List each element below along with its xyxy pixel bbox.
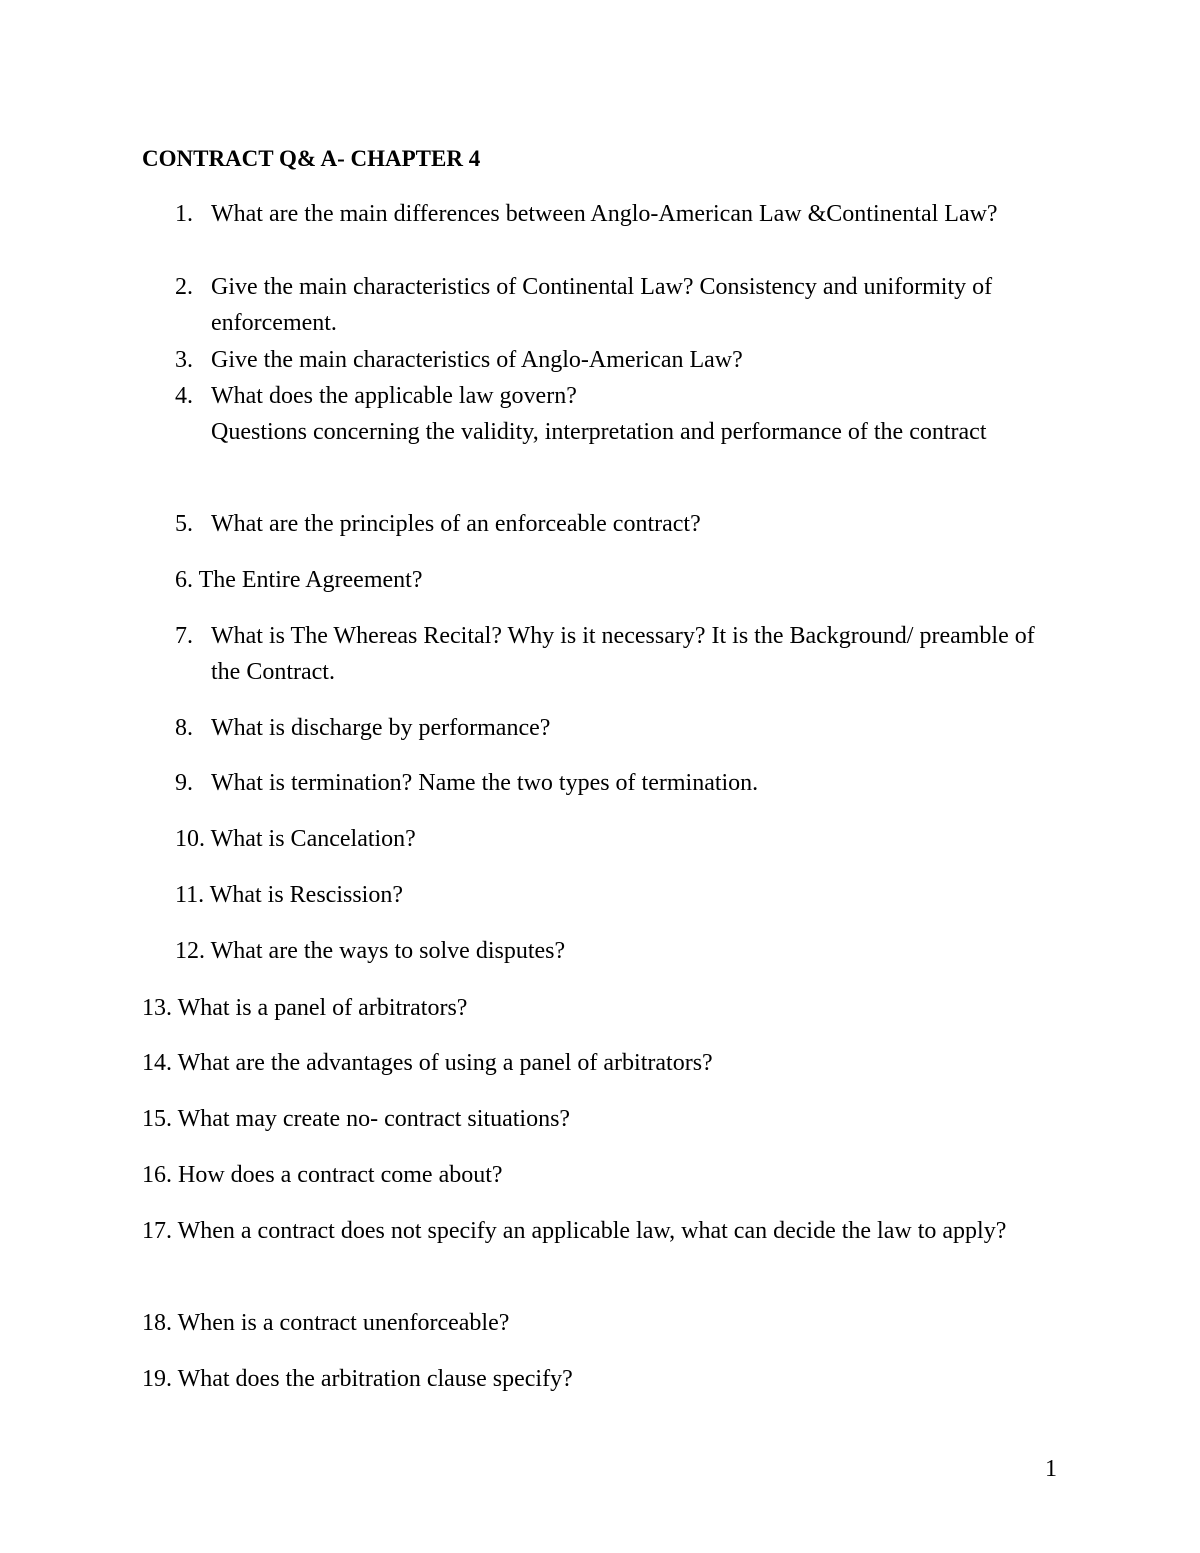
document-title: CONTRACT Q& A- CHAPTER 4 xyxy=(142,146,481,171)
list-item xyxy=(175,196,1055,232)
item-number: 2. xyxy=(175,274,193,300)
item-text: What are the advantages of using a panel of arbitrators? xyxy=(177,1050,713,1076)
item-number: 3. xyxy=(175,347,193,373)
item-number: 12. xyxy=(175,938,211,964)
item-number: 18. xyxy=(142,1310,178,1336)
list-item xyxy=(142,1101,1062,1137)
item-number: 19. xyxy=(142,1366,178,1392)
list-item xyxy=(142,1045,1062,1081)
item-text: How does a contract come about? xyxy=(178,1162,503,1188)
item-text: What does the arbitration clause specify? xyxy=(177,1366,573,1392)
item-number: 8. xyxy=(175,715,193,741)
item-text: What are the principles of an enforceable contract? xyxy=(211,511,701,537)
item-text: What may create no- contract situations? xyxy=(177,1106,571,1132)
list-item xyxy=(175,710,1055,746)
item-text: Give the main characteristics of Anglo-American Law? xyxy=(211,347,743,373)
list-item xyxy=(142,990,1062,1026)
list-item xyxy=(175,378,1055,450)
list-item xyxy=(175,562,1055,598)
item-text: What is a panel of arbitrators? xyxy=(177,995,468,1021)
item-number: 5. xyxy=(175,511,193,537)
item-text: When is a contract unenforceable? xyxy=(177,1310,510,1336)
item-text: What is Cancelation? xyxy=(210,826,416,852)
item-text: The Entire Agreement? xyxy=(198,567,423,593)
item-number: 14. xyxy=(142,1050,178,1076)
list-item xyxy=(142,1361,1062,1397)
item-number: 17. xyxy=(142,1218,178,1244)
item-number: 9. xyxy=(175,770,193,796)
list-item xyxy=(175,933,1055,969)
list-item xyxy=(175,821,1055,857)
item-text: What are the main differences between Anglo-American Law &Continental Law? xyxy=(211,201,998,227)
list-item xyxy=(175,269,1055,341)
item-text: What is The Whereas Recital? Why is it necessary? It is the Background/ preamble of the Contract. xyxy=(211,623,1035,685)
list-item xyxy=(175,618,1055,690)
item-number: 10. xyxy=(175,826,211,852)
item-number: 15. xyxy=(142,1106,178,1132)
item-text: What is termination? Name the two types of termination. xyxy=(211,770,759,796)
item-text: What are the ways to solve disputes? xyxy=(210,938,566,964)
item-number: 4. xyxy=(175,383,193,409)
list-item xyxy=(142,1213,1062,1249)
list-item xyxy=(142,1305,1062,1341)
item-number: 13. xyxy=(142,995,178,1021)
item-text: What does the applicable law govern? xyxy=(211,383,577,409)
list-item xyxy=(175,342,1055,378)
item-number: 16. xyxy=(142,1162,178,1188)
item-number: 11. xyxy=(175,882,210,908)
list-item xyxy=(175,506,1055,542)
page-number: 1 xyxy=(1045,1456,1057,1482)
item-number: 1. xyxy=(175,201,193,227)
item-text: When a contract does not specify an applicable law, what can decide the law to apply? xyxy=(177,1218,1007,1244)
item-text: Give the main characteristics of Continental Law? Consistency and uniformity of enforcement. xyxy=(211,274,993,336)
item-text: What is discharge by performance? xyxy=(211,715,551,741)
item-answer: Questions concerning the validity, interpretation and performance of the contract xyxy=(211,419,987,445)
item-number: 7. xyxy=(175,623,193,649)
list-item xyxy=(142,1157,1062,1193)
list-item xyxy=(175,877,1055,913)
item-text: What is Rescission? xyxy=(209,882,403,908)
item-number: 6. xyxy=(175,567,199,593)
list-item xyxy=(175,765,1055,801)
